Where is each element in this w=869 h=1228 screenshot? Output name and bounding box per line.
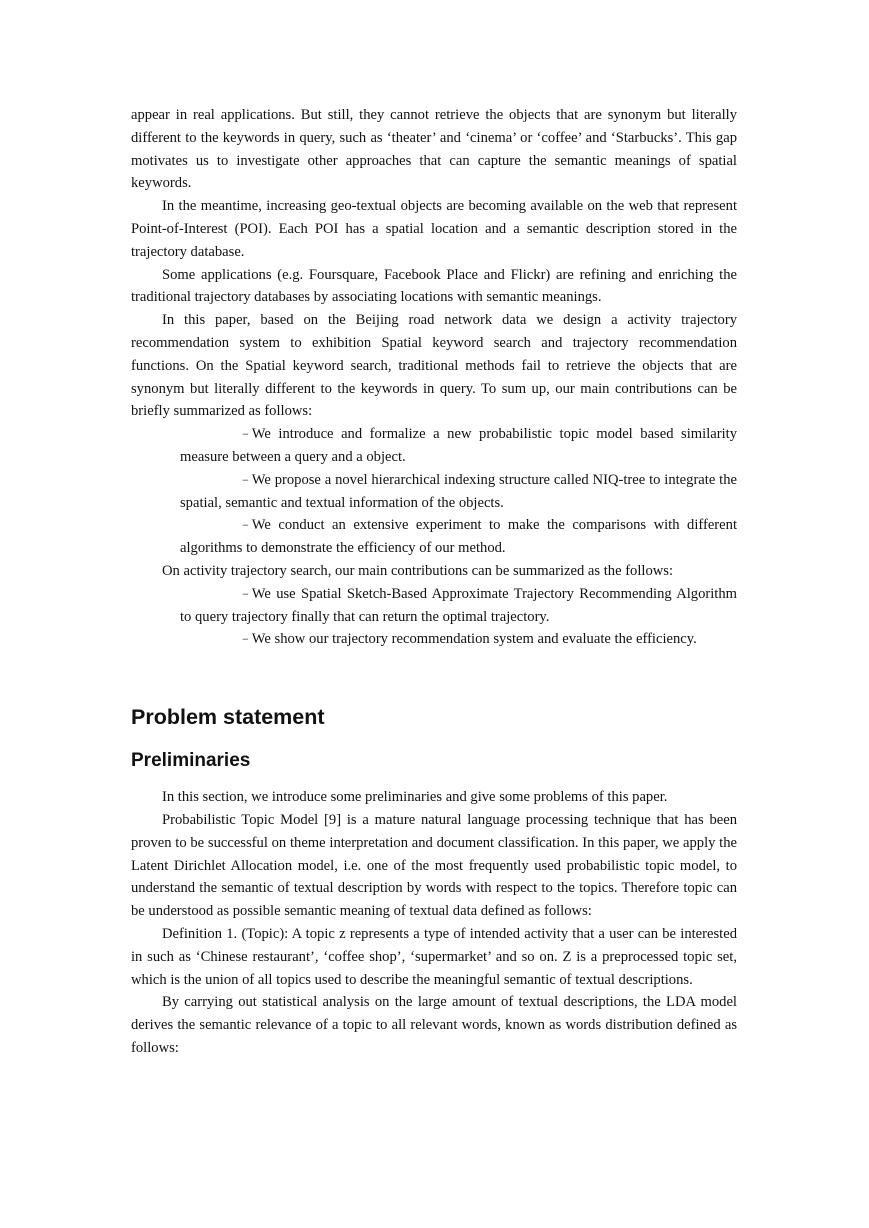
paragraph: In the meantime, increasing geo-textual objects are becoming available on the web that represent Point-of-Interest (POI). Each POI has a spatial location and a semantic description stored in the trajectory database.	[131, 198, 737, 260]
dash-marker: −	[242, 472, 249, 487]
dash-marker: −	[242, 586, 249, 601]
paragraph: On activity trajectory search, our main contributions can be summarized as the follows:	[162, 562, 674, 579]
subsection-heading: Preliminaries	[131, 750, 251, 772]
contribution-text: We introduce and formalize a new probabilistic topic model based similarity measure between a query and a object.	[180, 426, 737, 465]
section-heading: Problem statement	[131, 705, 325, 730]
dash-marker: −	[242, 518, 249, 533]
contribution-text: We show our trajectory recommendation system and evaluate the efficiency.	[251, 631, 697, 648]
paragraph: In this paper, based on the Beijing road network data we design a activity trajectory recommendation system to exhibition Spatial keyword search and trajectory recommendation functions. On the Spatial keyword search, traditional methods fail to retrieve the objects that are synonym but literally different to the keywords in query. To sum up, our main contributions can be briefly summarized as follows:	[131, 312, 737, 420]
paragraph: By carrying out statistical analysis on the large amount of textual descriptions, the LDA model derives the semantic relevance of a topic to all relevant words, known as words distribution defined as follows:	[131, 994, 737, 1056]
paragraph: appear in real applications. But still, they cannot retrieve the objects that are synonym but literally different to the keywords in query, such as ‘theater’ and ‘cinema’ or ‘coffee’ and ‘Starbucks’. This gap motivates us to investigate other approaches that can capture the semantic meanings of spatial keywords.	[131, 107, 737, 192]
paragraph: Some applications (e.g. Foursquare, Facebook Place and Flickr) are refining and enriching the traditional trajectory databases by associating locations with semantic meanings.	[131, 266, 737, 306]
paragraph: In this section, we introduce some preliminaries and give some problems of this paper.	[162, 789, 668, 806]
contribution-item	[180, 469, 737, 515]
contribution-item	[180, 423, 737, 469]
dash-marker: −	[242, 427, 249, 442]
contribution-item	[180, 628, 737, 651]
definition-paragraph: Definition 1. (Topic): A topic z represents a type of intended activity that a user can be interested in such as ‘Chinese restaurant’, ‘coffee shop’, ‘supermarket’ and so on. Z is a preprocessed topic set, which is the union of all topics used to describe the meaningful semantic of textual descriptions.	[131, 925, 737, 988]
contribution-text: We use Spatial Sketch-Based Approximate Trajectory Recommending Algorithm to query trajectory finally that can return the optimal trajectory.	[180, 585, 737, 625]
contribution-text: We propose a novel hierarchical indexing structure called NIQ-tree to integrate the spatial, semantic and textual information of the objects.	[180, 471, 737, 511]
paper-page	[131, 104, 737, 1060]
contribution-text: We conduct an extensive experiment to make the comparisons with different algorithms to demonstrate the efficiency of our method.	[180, 517, 737, 557]
contribution-item	[180, 514, 737, 560]
dash-marker: −	[242, 632, 249, 647]
paragraph: Probabilistic Topic Model [9] is a mature natural language processing technique that has been proven to be successful on theme interpretation and document classification. In this paper, we apply the Latent Dirichlet Allocation model, i.e. one of the most frequently used probabilistic topic model, to understand the semantic of textual description by words with respect to the topics. Therefore topic can be understood as possible semantic meaning of textual data defined as follows:	[131, 811, 737, 920]
contribution-item	[180, 583, 737, 629]
